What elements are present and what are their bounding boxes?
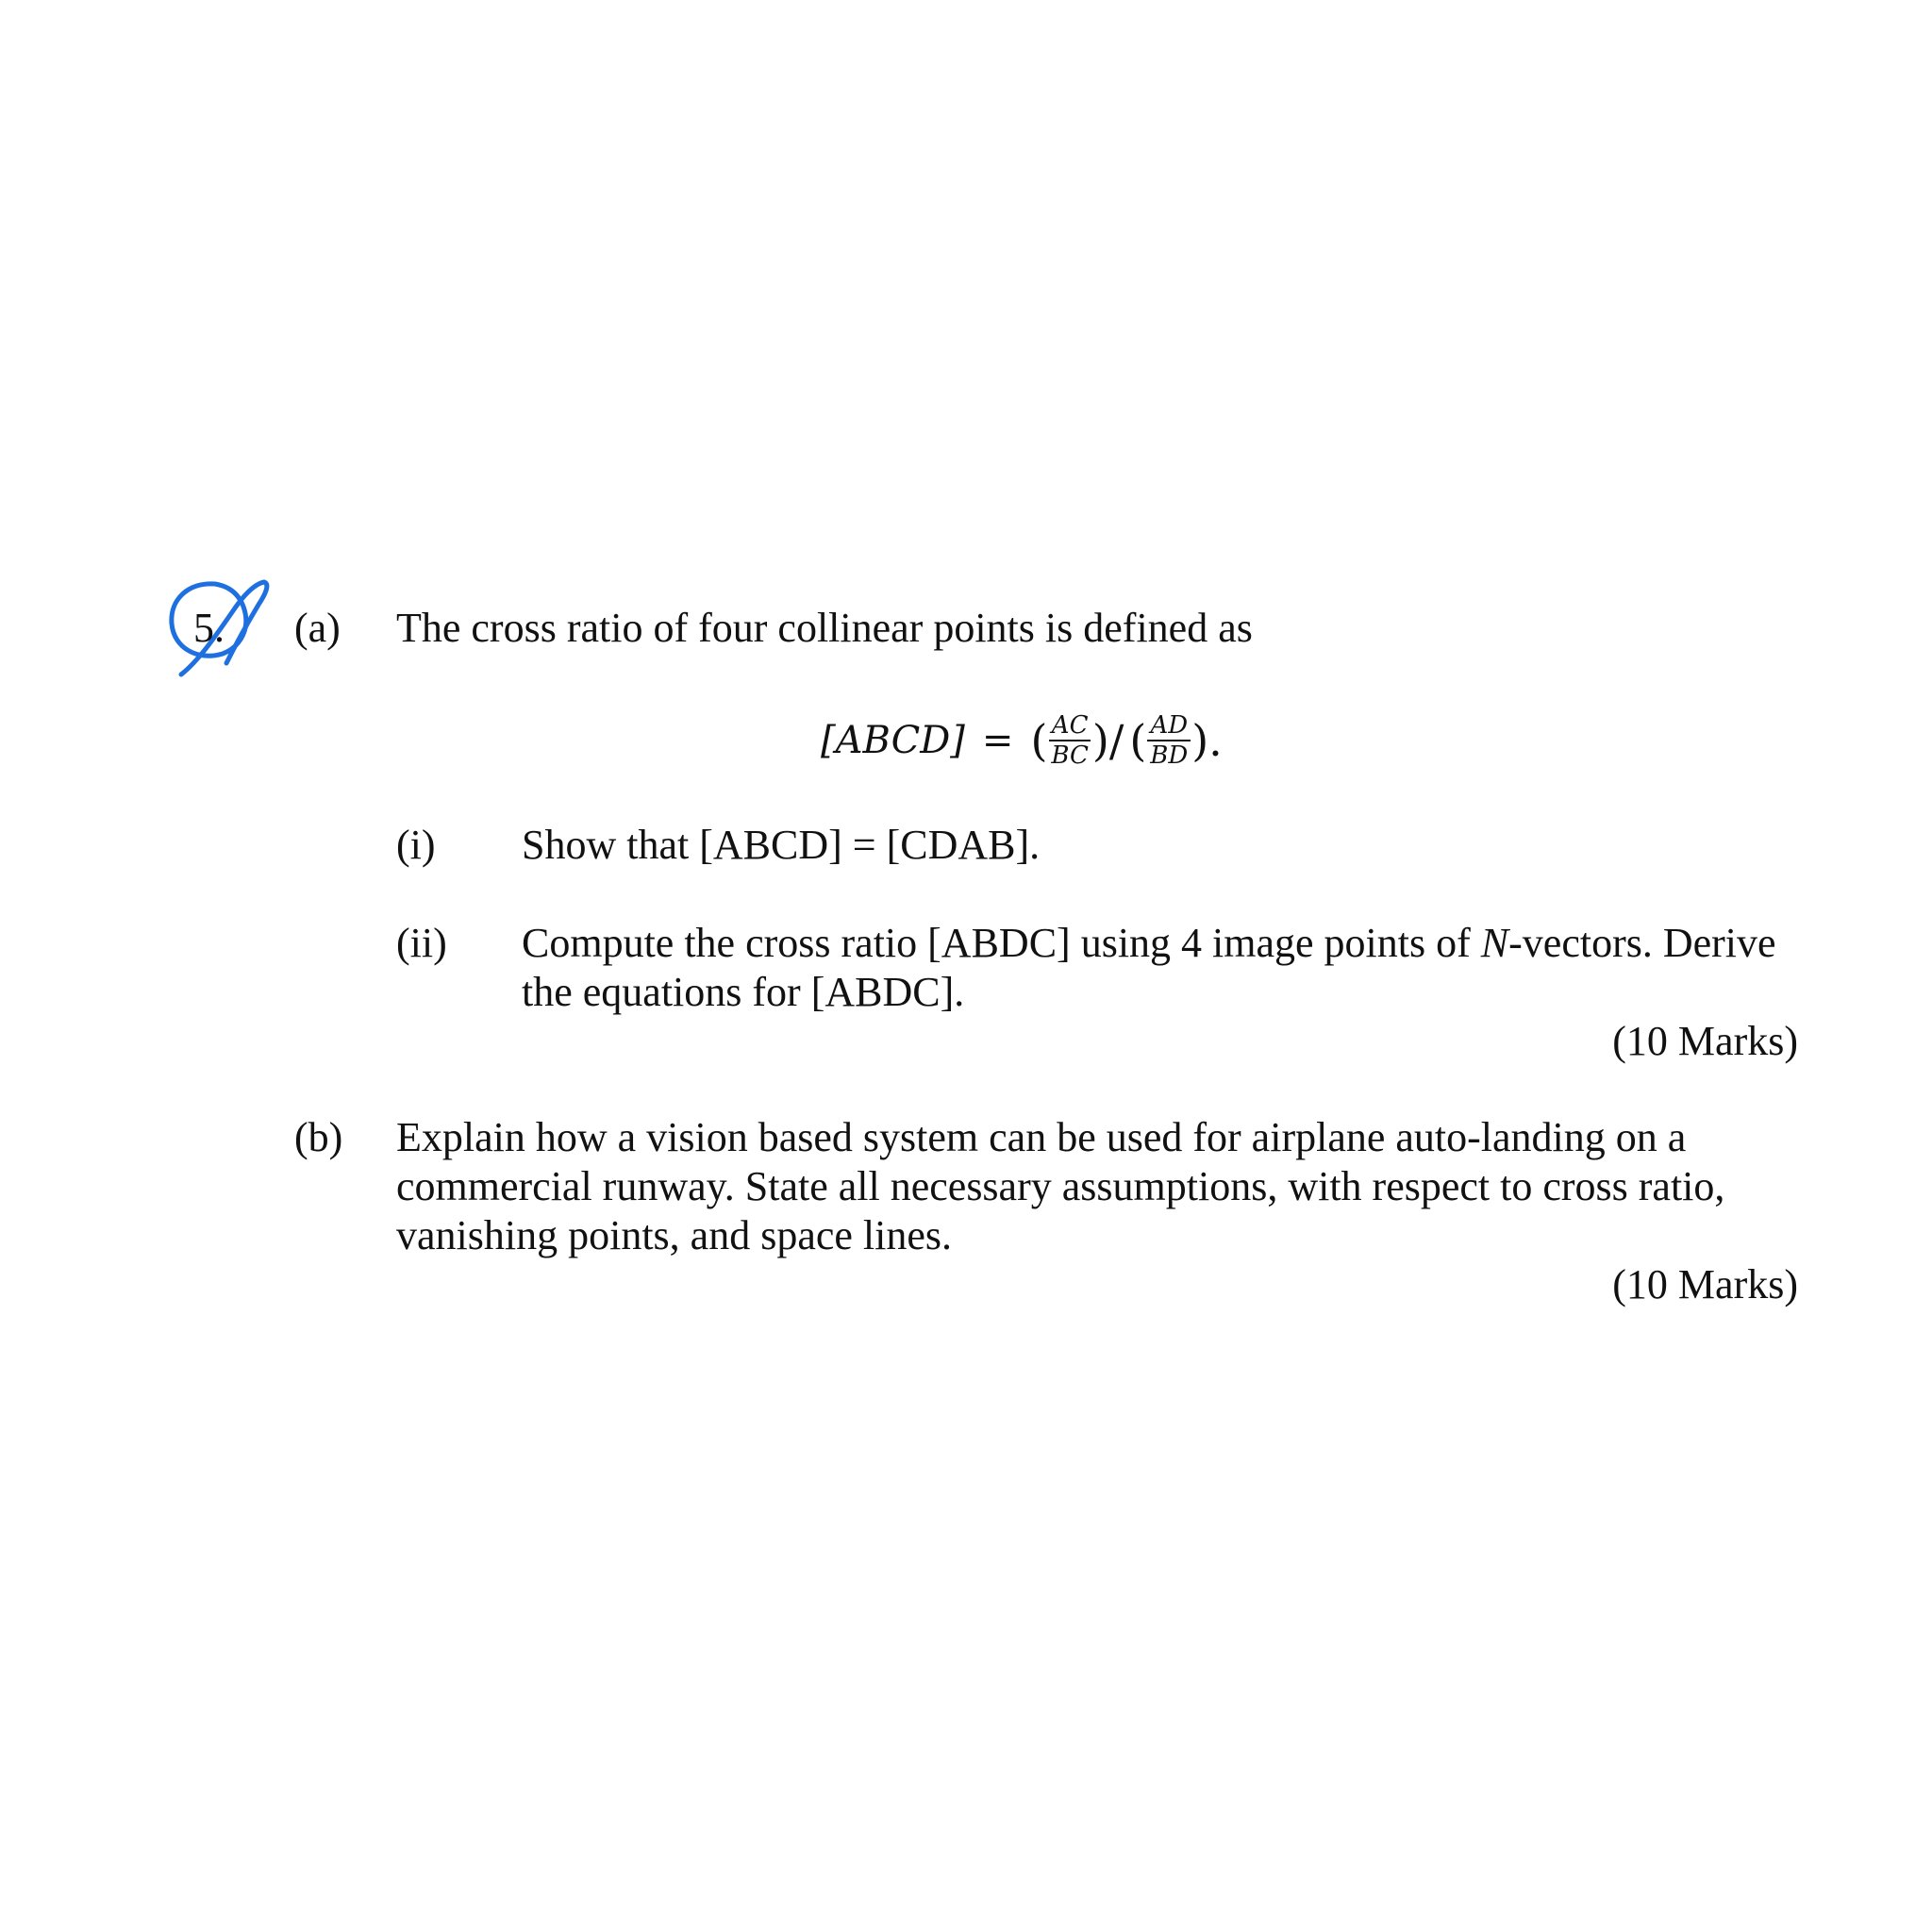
sub-ii-text-after: -vectors. Derive [1508, 920, 1776, 966]
sub-i-text: Show that [ABCD] = [CDAB]. [522, 822, 1041, 868]
part-b-line-1: Explain how a vision based system can be used for airplane auto-landing on a [396, 1114, 1687, 1160]
part-b-line-3: vanishing points, and space lines. [396, 1212, 953, 1258]
sub-ii-line-1 [522, 919, 1776, 968]
part-a-marks: (10 Marks) [1612, 1018, 1798, 1064]
sub-ii-line-2: the equations for [ABDC]. [522, 969, 965, 1015]
part-b-line-2: commercial runway. State all necessary assumptions, with respect to cross ratio, [396, 1163, 1725, 1209]
fraction-denominator: BC [1051, 741, 1089, 770]
fraction-numerator: AD [1147, 711, 1191, 741]
formula-fraction-ad-bd [1147, 711, 1191, 770]
fraction-numerator: AC [1049, 711, 1091, 741]
sub-i-label: (i) [396, 822, 436, 868]
formula-open-paren-1: ( [1030, 715, 1048, 766]
formula-close-div: )/ [1091, 715, 1124, 766]
part-b-label: (b) [294, 1114, 343, 1160]
formula-fraction-ac-bc [1048, 711, 1091, 770]
sub-ii-text-before: Compute the cross ratio [ABDC] using 4 image points of [522, 920, 1481, 966]
sub-ii-label: (ii) [396, 920, 447, 966]
fraction-denominator: BD [1150, 741, 1189, 770]
cross-ratio-formula [821, 693, 1223, 788]
formula-close-paren: ). [1191, 715, 1223, 766]
formula-equals: = [981, 719, 1014, 762]
part-a-label: (a) [294, 605, 341, 651]
question-number: 5. [193, 605, 225, 651]
formula-open-paren-2: ( [1129, 715, 1147, 766]
sub-ii-text-italic: N [1480, 920, 1509, 966]
part-a-intro: The cross ratio of four collinear points is defined as [396, 605, 1253, 651]
formula-lhs: [ABCD] [821, 719, 965, 762]
part-b-marks: (10 Marks) [1612, 1261, 1798, 1307]
